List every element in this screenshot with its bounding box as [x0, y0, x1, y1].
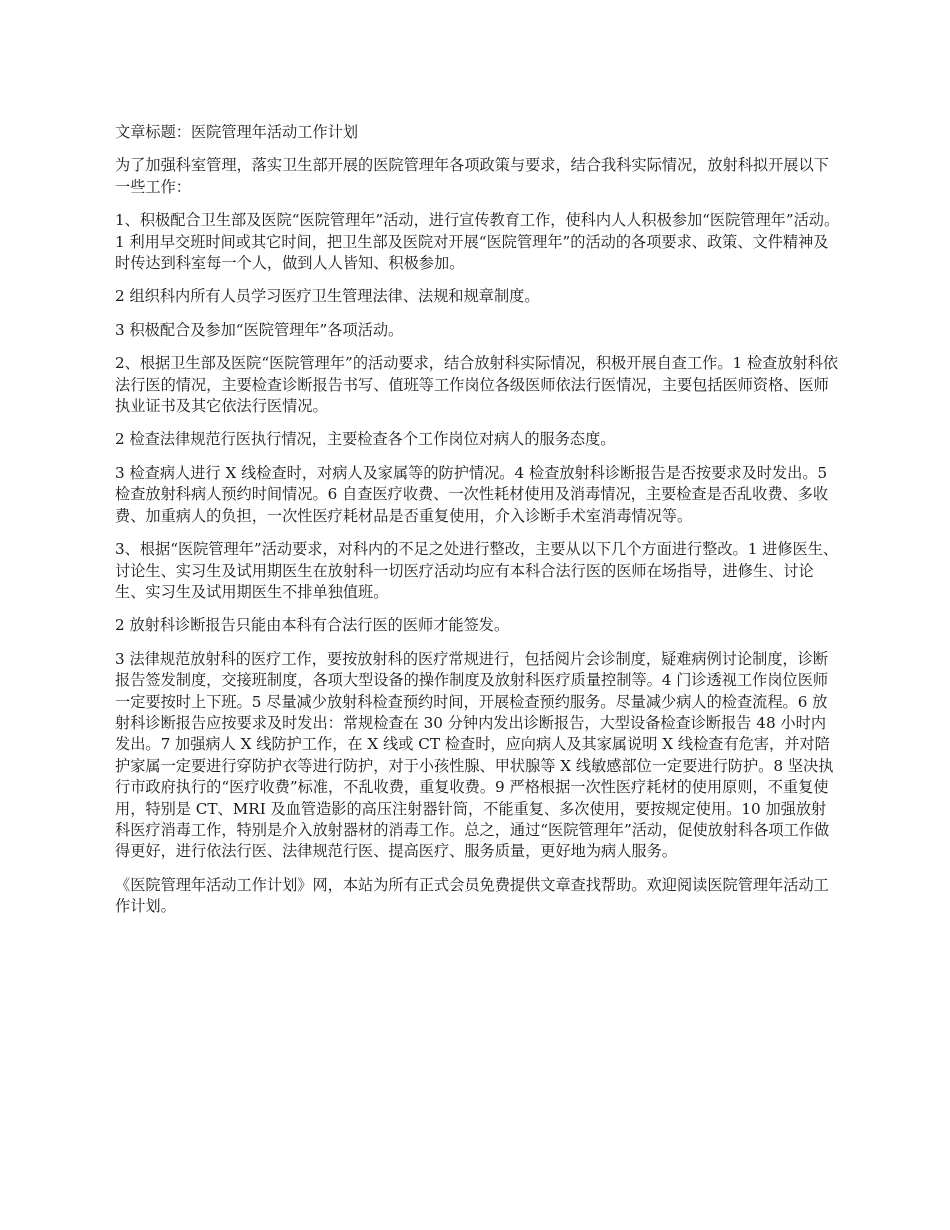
paragraph-footer: 《医院管理年活动工作计划》网，本站为所有正式会员免费提供文章查找帮助。欢迎阅读医院管理年活动工作计划。 — [115, 875, 829, 916]
paragraph-intro: 为了加强科室管理，落实卫生部开展的医院管理年各项政策与要求，结合我科实际情况，放射科拟开展以下一些工作： — [115, 156, 829, 196]
paragraph-section-1-item-2: 2 组织科内所有人员学习医疗卫生管理法律、法规和规章制度。 — [115, 287, 540, 306]
paragraph-section-1-item-3: 3 积极配合及参加“医院管理年”各项活动。 — [115, 320, 404, 339]
paragraph-section-2-item-2: 2 检查法律规范行医执行情况，主要检查各个工作岗位对病人的服务态度。 — [115, 430, 616, 449]
paragraph-section-3: 3、根据“医院管理年”活动要求，对科内的不足之处进行整改，主要从以下几个方面进行整改。1 进修医生、讨论生、实习生及试用期医生在放射科一切医疗活动均应有本科合法行医的医师在场指导，进修生、讨论生、实习生及试用期医生不排单独值班。 — [115, 540, 839, 601]
article-title: 文章标题：医院管理年活动工作计划 — [115, 123, 358, 141]
paragraph-section-1: 1、积极配合卫生部及医院“医院管理年”活动，进行宣传教育工作，使科内人人积极参加“医院管理年”活动。1 利用早交班时间或其它时间，把卫生部及医院对开展“医院管理年”的活动的各项要求、政策、文件精神及时传达到科室每一个人，做到人人皆知、积极参加。 — [115, 211, 840, 273]
paragraph-section-3-item-2: 2 放射科诊断报告只能由本科有合法行医的医师才能签发。 — [115, 616, 510, 635]
paragraph-section-2: 2、根据卫生部及医院“医院管理年”的活动要求，结合放射科实际情况，积极开展自查工作。1 检查放射科依法行医的情况，主要检查诊断报告书写、值班等工作岗位各级医师依法行医情况，主要包括医师资格、医师执业证书及其它依法行医情况。 — [115, 354, 839, 416]
paragraph-section-3-item-3: 3 法律规范放射科的医疗工作，要按放射科的医疗常规进行，包括阅片会诊制度，疑难病例讨论制度，诊断报告签发制度，交接班制度，各项大型设备的操作制度及放射科医疗质量控制等。4 门诊透视工作岗位医师一定要按时上下班。5 尽量减少放射科检查预约时间，开展检查预约服务。尽量减少病人的检查流程。6 放射科诊断报告应按要求及时发出：常规检查在 30 分钟内发出诊断报告，大型设备检查诊断报告 48 小时内发出。7 加强病人 X 线防护工作，在 X 线或 CT 检查时，应向病人及其家属说明 X 线检查有危害，并对陪护家属一定要进行穿防护衣等进行防护，对于小孩性腺、甲状腺等 X 线敏感部位一定要进行防护。8 坚决执行市政府执行的“医疗收费”标准，不乱收费，重复收费。9 严格根据一次性医疗耗材的使用原则，不重复使用，特别是 CT、MRI 及血管造影的高压注射器针筒，不能重复、多次使用，要按规定使用。10 加强放射科医疗消毒工作，特别是介入放射器材的消毒工作。总之，通过“医院管理年”活动，促使放射科各项工作做得更好，进行依法行医、法律规范行医、提高医疗、服务质量，更好地为病人服务。 — [115, 649, 834, 861]
paragraph-section-2-item-3: 3 检查病人进行 X 线检查时，对病人及家属等的防护情况。4 检查放射科诊断报告是否按要求及时发出。5 检查放射科病人预约时间情况。6 自查医疗收费、一次性耗材使用及消毒情况，主要检查是否乱收费、多收费、加重病人的负担，一次性医疗耗材品是否重复使用，介入诊断手术室消毒情况等。 — [115, 463, 829, 525]
document-body — [115, 122, 840, 930]
